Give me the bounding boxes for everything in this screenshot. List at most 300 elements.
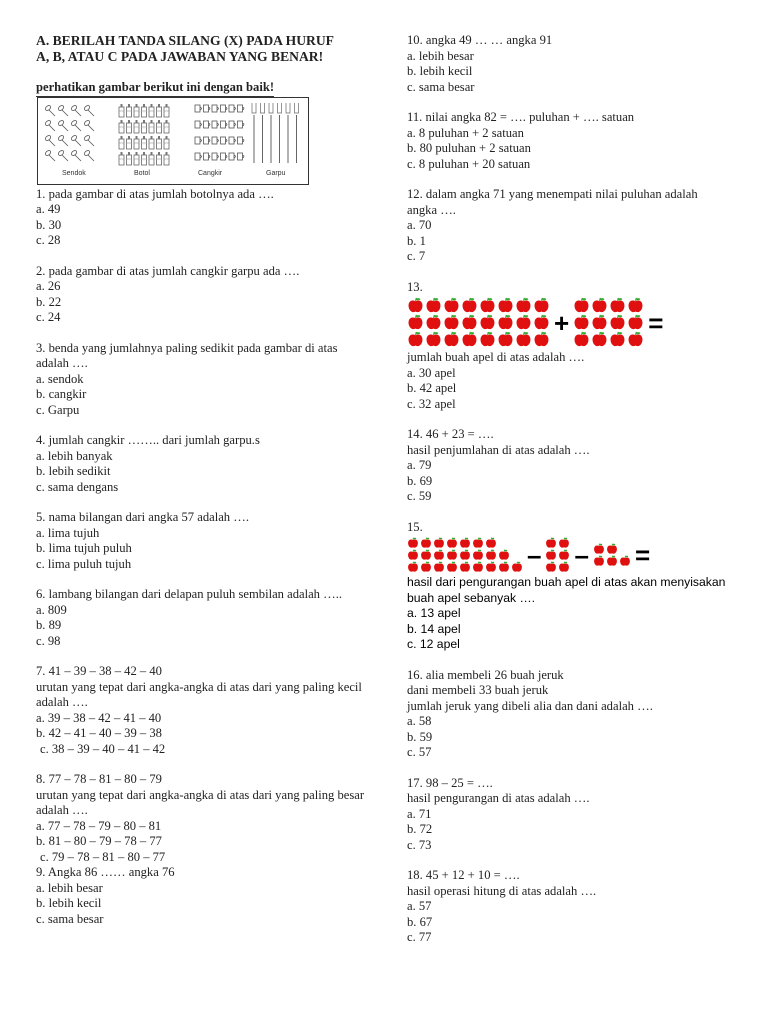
question-line <box>407 110 727 126</box>
apple-icon <box>425 331 442 348</box>
question-text-2: hasil operasi hitung di atas adalah …. <box>407 883 597 898</box>
question-number: 15. <box>407 519 423 534</box>
option-a: a. 26 <box>36 279 61 293</box>
option-b: b. lebih kecil <box>36 896 102 910</box>
objects-figure <box>37 97 309 185</box>
option-b: b. 69 <box>407 473 433 488</box>
option-b: b. lebih sedikit <box>36 464 111 478</box>
apple-row <box>573 331 644 348</box>
option-c: c. 7 <box>407 249 426 263</box>
question-line <box>36 187 366 203</box>
option-a: a. 8 puluhan + 2 satuan <box>407 125 524 140</box>
question-number: 17. <box>407 775 423 790</box>
apple-icon <box>485 549 497 561</box>
question-text: 45 + 12 + 10 = …. <box>425 868 520 882</box>
apple-icon <box>533 297 550 314</box>
bottle-icon <box>127 120 132 133</box>
cup-icon <box>238 105 245 112</box>
option-b: b. 42 – 41 – 40 – 39 – 38 <box>36 726 162 740</box>
instruction: perhatikan gambar berikut ini dengan baik! <box>36 80 274 97</box>
spoon-icon <box>70 134 81 145</box>
question-number: 10. <box>407 33 423 47</box>
cup-icon <box>212 153 219 160</box>
apple-icon <box>511 561 523 573</box>
cup-icon <box>195 153 202 160</box>
cup-icon <box>229 105 236 112</box>
heading-line-2: A, B, ATAU C PADA JAWABAN YANG BENAR! <box>36 49 324 64</box>
question-text: hasil dari pengurangan buah apel di atas akan menyisakan buah apel sebanyak …. <box>407 575 726 605</box>
option-a: a. 13 apel <box>407 606 461 620</box>
cup-icon <box>229 121 236 128</box>
question-7 <box>36 664 366 757</box>
apple-icon <box>433 561 445 573</box>
question-5 <box>36 510 366 572</box>
fork-group <box>250 101 304 169</box>
fork-icon <box>261 103 265 163</box>
question-text-2: urutan yang tepat dari angka-angka di atas dari yang paling besar adalah …. <box>36 787 365 817</box>
option-c: c. 98 <box>36 633 61 648</box>
apple-icon <box>479 314 496 331</box>
option-c: c. 28 <box>36 233 61 247</box>
cup-icons <box>194 101 248 169</box>
question-text: alia membeli 26 buah jeruk <box>425 667 564 682</box>
apple-icon <box>609 297 626 314</box>
apple-icon <box>459 537 471 549</box>
question-1 <box>36 187 366 249</box>
spoon-icon <box>44 119 55 130</box>
spoon-icon <box>70 104 81 115</box>
spoon-icon <box>83 104 94 115</box>
apple-icon <box>472 537 484 549</box>
fork-icon <box>278 103 282 163</box>
cup-icon <box>204 137 211 144</box>
apple-row <box>407 537 523 549</box>
apple-icon <box>479 331 496 348</box>
apple-row <box>593 543 631 555</box>
apple-icon <box>498 561 510 573</box>
bottle-icon <box>127 104 132 117</box>
question-number: 1. <box>36 186 46 201</box>
question-10 <box>407 33 727 95</box>
option-b: b. 30 <box>36 217 62 232</box>
bottle-icon <box>119 120 124 133</box>
bottle-icon <box>149 136 154 149</box>
spoon-icon <box>57 119 68 130</box>
question-line <box>407 427 727 443</box>
cup-icon <box>204 153 211 160</box>
question-number: 4. <box>36 433 46 447</box>
apple-icon <box>461 297 478 314</box>
question-15 <box>407 520 727 653</box>
apple-icon <box>619 555 631 567</box>
apple-group-sub2 <box>593 543 631 567</box>
apple-icon <box>446 537 458 549</box>
cup-icon <box>229 137 236 144</box>
question-18 <box>407 868 727 946</box>
cup-icon <box>212 105 219 112</box>
apple-icon <box>498 549 510 561</box>
option-a: a. lebih besar <box>36 880 103 895</box>
bottle-icon <box>157 120 162 133</box>
apple-equation <box>407 537 727 573</box>
apple-row <box>545 537 570 549</box>
spoon-icon <box>44 104 55 115</box>
equals-sign: = <box>634 540 651 570</box>
heading-line-1: A. BERILAH TANDA SILANG (X) PADA HURUF <box>36 33 334 48</box>
question-text: jumlah cangkir …….. dari jumlah garpu.s <box>48 433 260 447</box>
fork-icon <box>286 103 290 163</box>
label-cangkir: Cangkir <box>198 170 223 177</box>
cup-icon <box>229 153 236 160</box>
minus-sign: – <box>527 540 542 570</box>
apple-icon <box>407 561 419 573</box>
question-text: jumlah buah apel di atas adalah …. <box>407 350 585 364</box>
apple-icon <box>609 314 626 331</box>
spoon-icon <box>44 149 55 160</box>
apple-icon <box>433 537 445 549</box>
spoon-icon <box>83 119 94 130</box>
apple-icon <box>485 537 497 549</box>
option-b: b. 22 <box>36 294 62 309</box>
question-text: 41 – 39 – 38 – 42 – 40 <box>48 664 162 678</box>
option-b: b. 59 <box>407 729 433 744</box>
bottle-icon <box>149 120 154 133</box>
option-c: c. lima puluh tujuh <box>36 556 132 571</box>
apple-icon <box>606 555 618 567</box>
cup-icon <box>204 121 211 128</box>
spoon-icon <box>70 119 81 130</box>
cup-icon <box>195 105 202 112</box>
question-text: pada gambar di atas jumlah botolnya ada …. <box>48 186 274 201</box>
question-text-2: hasil pengurangan di atas adalah …. <box>407 791 590 805</box>
option-c: c. 59 <box>407 489 432 503</box>
label-sendok: Sendok <box>62 170 86 177</box>
cup-icon <box>195 137 202 144</box>
apple-group-sub1 <box>545 537 570 573</box>
spoon-icon <box>83 134 94 145</box>
option-a: a. 58 <box>407 714 432 728</box>
option-a: a. 57 <box>407 899 432 913</box>
question-text: nilai angka 82 = …. puluhan + …. satuan <box>425 110 635 124</box>
fork-icon <box>295 103 299 163</box>
question-13 <box>407 280 727 413</box>
question-line <box>36 587 366 603</box>
option-a: a. lima tujuh <box>36 525 100 540</box>
bottle-icon <box>157 136 162 149</box>
apple-icon <box>472 549 484 561</box>
spoon-icon <box>57 149 68 160</box>
fork-icon <box>269 103 273 163</box>
option-c: c. 38 – 39 – 40 – 41 – 42 <box>40 741 166 756</box>
spoon-icon <box>70 149 81 160</box>
apple-icon <box>425 314 442 331</box>
right-questions <box>407 33 727 946</box>
apple-row <box>593 555 631 567</box>
option-b: b. 81 – 80 – 79 – 78 – 77 <box>36 834 162 848</box>
apple-row <box>573 297 644 314</box>
apple-equation <box>407 297 727 348</box>
apple-icon <box>573 314 590 331</box>
apple-icon <box>461 331 478 348</box>
right-column <box>407 33 727 961</box>
bottle-icon <box>134 136 139 149</box>
apple-icon <box>545 561 557 573</box>
apple-icon <box>407 314 424 331</box>
question-text-2: dani membeli 33 buah jeruk <box>407 683 549 697</box>
question-line <box>36 341 366 372</box>
apple-icon <box>573 331 590 348</box>
spoon-icon <box>44 134 55 145</box>
cup-icon <box>212 137 219 144</box>
cup-group <box>194 101 248 169</box>
spoon-icons <box>42 101 96 169</box>
question-line <box>407 187 727 218</box>
option-c: c. 32 apel <box>407 396 456 411</box>
option-c: c. 12 apel <box>407 637 460 651</box>
option-a: a. 39 – 38 – 42 – 41 – 40 <box>36 710 162 725</box>
bottle-icon <box>142 152 147 165</box>
apple-icon <box>533 331 550 348</box>
question-number: 8. <box>36 772 46 786</box>
apple-icon <box>497 331 514 348</box>
question-line <box>36 865 366 881</box>
option-a: a. lebih banyak <box>36 448 113 463</box>
option-a: a. sendok <box>36 371 84 386</box>
question-2 <box>36 264 366 326</box>
apple-group-main <box>407 537 523 573</box>
question-line <box>407 868 727 884</box>
bottle-icon <box>157 104 162 117</box>
option-c: c. 57 <box>407 745 432 759</box>
apple-icon <box>515 331 532 348</box>
apple-icon <box>479 297 496 314</box>
option-c: c. 73 <box>407 837 432 852</box>
option-a: a. 70 <box>407 218 432 232</box>
option-c: c. 24 <box>36 310 61 324</box>
apple-icon <box>446 561 458 573</box>
question-17 <box>407 776 727 854</box>
apple-icon <box>593 555 605 567</box>
question-9 <box>36 865 366 927</box>
question-text: 46 + 23 = …. <box>425 427 494 441</box>
apple-icon <box>420 537 432 549</box>
minus-sign: – <box>574 540 589 570</box>
apple-icon <box>420 561 432 573</box>
question-line <box>36 510 366 526</box>
apple-icon <box>459 561 471 573</box>
option-c: c. 77 <box>407 930 432 944</box>
apple-icon <box>573 297 590 314</box>
apple-icon <box>533 314 550 331</box>
apple-icon <box>627 297 644 314</box>
option-a: a. 79 <box>407 458 432 472</box>
question-text: angka 49 … … angka 91 <box>425 33 553 47</box>
apple-row <box>407 331 550 348</box>
apple-icon <box>606 543 618 555</box>
apple-icon <box>485 561 497 573</box>
question-line <box>36 772 366 788</box>
bottle-icon <box>142 104 147 117</box>
cup-icon <box>221 137 228 144</box>
bottle-icon <box>134 104 139 117</box>
apple-icon <box>433 549 445 561</box>
question-12 <box>407 187 727 265</box>
bottle-icon <box>119 136 124 149</box>
question-number: 5. <box>36 510 46 524</box>
option-c: c. 79 – 78 – 81 – 80 – 77 <box>40 849 166 864</box>
question-number: 2. <box>36 263 46 278</box>
question-number: 18. <box>407 868 423 882</box>
bottle-icon <box>164 104 169 117</box>
apple-row <box>545 549 570 561</box>
bottle-icon <box>164 120 169 133</box>
spoon-icon <box>57 134 68 145</box>
apple-row <box>407 297 550 314</box>
bottle-icon <box>164 136 169 149</box>
apple-icon <box>407 537 419 549</box>
apple-icon <box>515 314 532 331</box>
option-b: b. 80 puluhan + 2 satuan <box>407 141 531 155</box>
bottle-icon <box>119 104 124 117</box>
question-text: 98 – 25 = …. <box>425 775 493 790</box>
apple-icon <box>545 549 557 561</box>
apple-icon <box>591 331 608 348</box>
question-number: 13. <box>407 279 423 294</box>
bottle-group <box>118 101 172 169</box>
fork-icon <box>252 103 256 163</box>
question-number: 9. <box>36 865 46 879</box>
apple-icon <box>497 297 514 314</box>
apple-icon <box>558 537 570 549</box>
question-number: 7. <box>36 664 46 678</box>
question-8 <box>36 772 366 865</box>
question-text-2: hasil penjumlahan di atas adalah …. <box>407 442 590 457</box>
question-text: nama bilangan dari angka 57 adalah …. <box>48 510 249 524</box>
apple-icon <box>420 549 432 561</box>
spoon-icon <box>83 149 94 160</box>
cup-icon <box>195 121 202 128</box>
option-a: a. 71 <box>407 806 432 821</box>
cup-icon <box>221 153 228 160</box>
option-c: c. Garpu <box>36 402 80 417</box>
question-number: 6. <box>36 587 46 601</box>
apple-group-right <box>573 297 644 348</box>
question-text: dalam angka 71 yang menempati nilai puluhan adalah angka …. <box>407 187 698 217</box>
bottle-icons <box>118 101 172 169</box>
apple-icon <box>407 331 424 348</box>
bottle-icon <box>134 120 139 133</box>
option-a: a. 30 apel <box>407 365 456 380</box>
label-botol: Botol <box>134 170 150 177</box>
option-b: b. 1 <box>407 233 426 248</box>
option-b: b. lima tujuh puluh <box>36 541 132 555</box>
left-questions <box>36 187 366 928</box>
question-text: 77 – 78 – 81 – 80 – 79 <box>48 772 162 786</box>
question-line <box>407 33 727 49</box>
question-line <box>36 433 366 449</box>
option-c: c. sama besar <box>407 79 475 94</box>
apple-icon <box>425 297 442 314</box>
apple-icon <box>472 561 484 573</box>
option-a: a. 809 <box>36 602 67 617</box>
bottle-icon <box>119 152 124 165</box>
cup-icon <box>204 105 211 112</box>
bottle-icon <box>157 152 162 165</box>
question-line <box>407 776 727 792</box>
option-b: b. 89 <box>36 618 62 632</box>
label-garpu: Garpu <box>266 170 286 177</box>
apple-row <box>407 561 523 573</box>
bottle-icon <box>134 152 139 165</box>
option-a: a. 77 – 78 – 79 – 80 – 81 <box>36 818 162 833</box>
question-14 <box>407 427 727 505</box>
apple-icon <box>407 297 424 314</box>
option-c: c. 8 puluhan + 20 satuan <box>407 156 531 171</box>
question-text-2: urutan yang tepat dari angka-angka di atas dari yang paling kecil adalah …. <box>36 679 362 709</box>
apple-icon <box>627 331 644 348</box>
option-b: b. 42 apel <box>407 381 457 395</box>
question-text: Angka 86 …… angka 76 <box>47 865 175 879</box>
apple-icon <box>443 297 460 314</box>
cup-icon <box>238 153 245 160</box>
bottle-icon <box>149 152 154 165</box>
option-b: b. 72 <box>407 822 433 836</box>
plus-sign: + <box>554 307 570 338</box>
cup-icon <box>221 121 228 128</box>
question-line <box>407 668 727 684</box>
apple-icon <box>515 297 532 314</box>
apple-group-left <box>407 297 550 348</box>
apple-row <box>545 561 570 573</box>
option-b: b. lebih kecil <box>407 64 473 78</box>
bottle-icon <box>127 136 132 149</box>
bottle-icon <box>127 152 132 165</box>
option-b: b. cangkir <box>36 387 87 401</box>
apple-icon <box>558 549 570 561</box>
question-text: pada gambar di atas jumlah cangkir garpu ada …. <box>48 263 300 278</box>
question-number: 12. <box>407 187 423 201</box>
question-3 <box>36 341 366 419</box>
cup-icon <box>238 137 245 144</box>
question-number: 16. <box>407 667 423 682</box>
apple-icon <box>443 331 460 348</box>
apple-icon <box>446 549 458 561</box>
question-number: 11. <box>407 110 423 124</box>
apple-icon <box>558 561 570 573</box>
apple-icon <box>459 549 471 561</box>
question-number: 14. <box>407 427 423 441</box>
option-b: b. 67 <box>407 914 433 929</box>
question-11 <box>407 110 727 172</box>
option-b: b. 14 apel <box>407 621 461 636</box>
apple-icon <box>593 543 605 555</box>
apple-icon <box>461 314 478 331</box>
apple-icon <box>627 314 644 331</box>
apple-icon <box>407 549 419 561</box>
spoon-icon <box>57 104 68 115</box>
apple-row <box>407 314 550 331</box>
cup-icon <box>212 121 219 128</box>
option-a: a. 49 <box>36 202 61 216</box>
bottle-icon <box>149 104 154 117</box>
fork-icons <box>250 101 304 169</box>
apple-icon <box>609 331 626 348</box>
apple-icon <box>591 314 608 331</box>
question-number: 3. <box>36 340 46 355</box>
apple-icon <box>497 314 514 331</box>
bottle-icon <box>142 120 147 133</box>
question-6 <box>36 587 366 649</box>
